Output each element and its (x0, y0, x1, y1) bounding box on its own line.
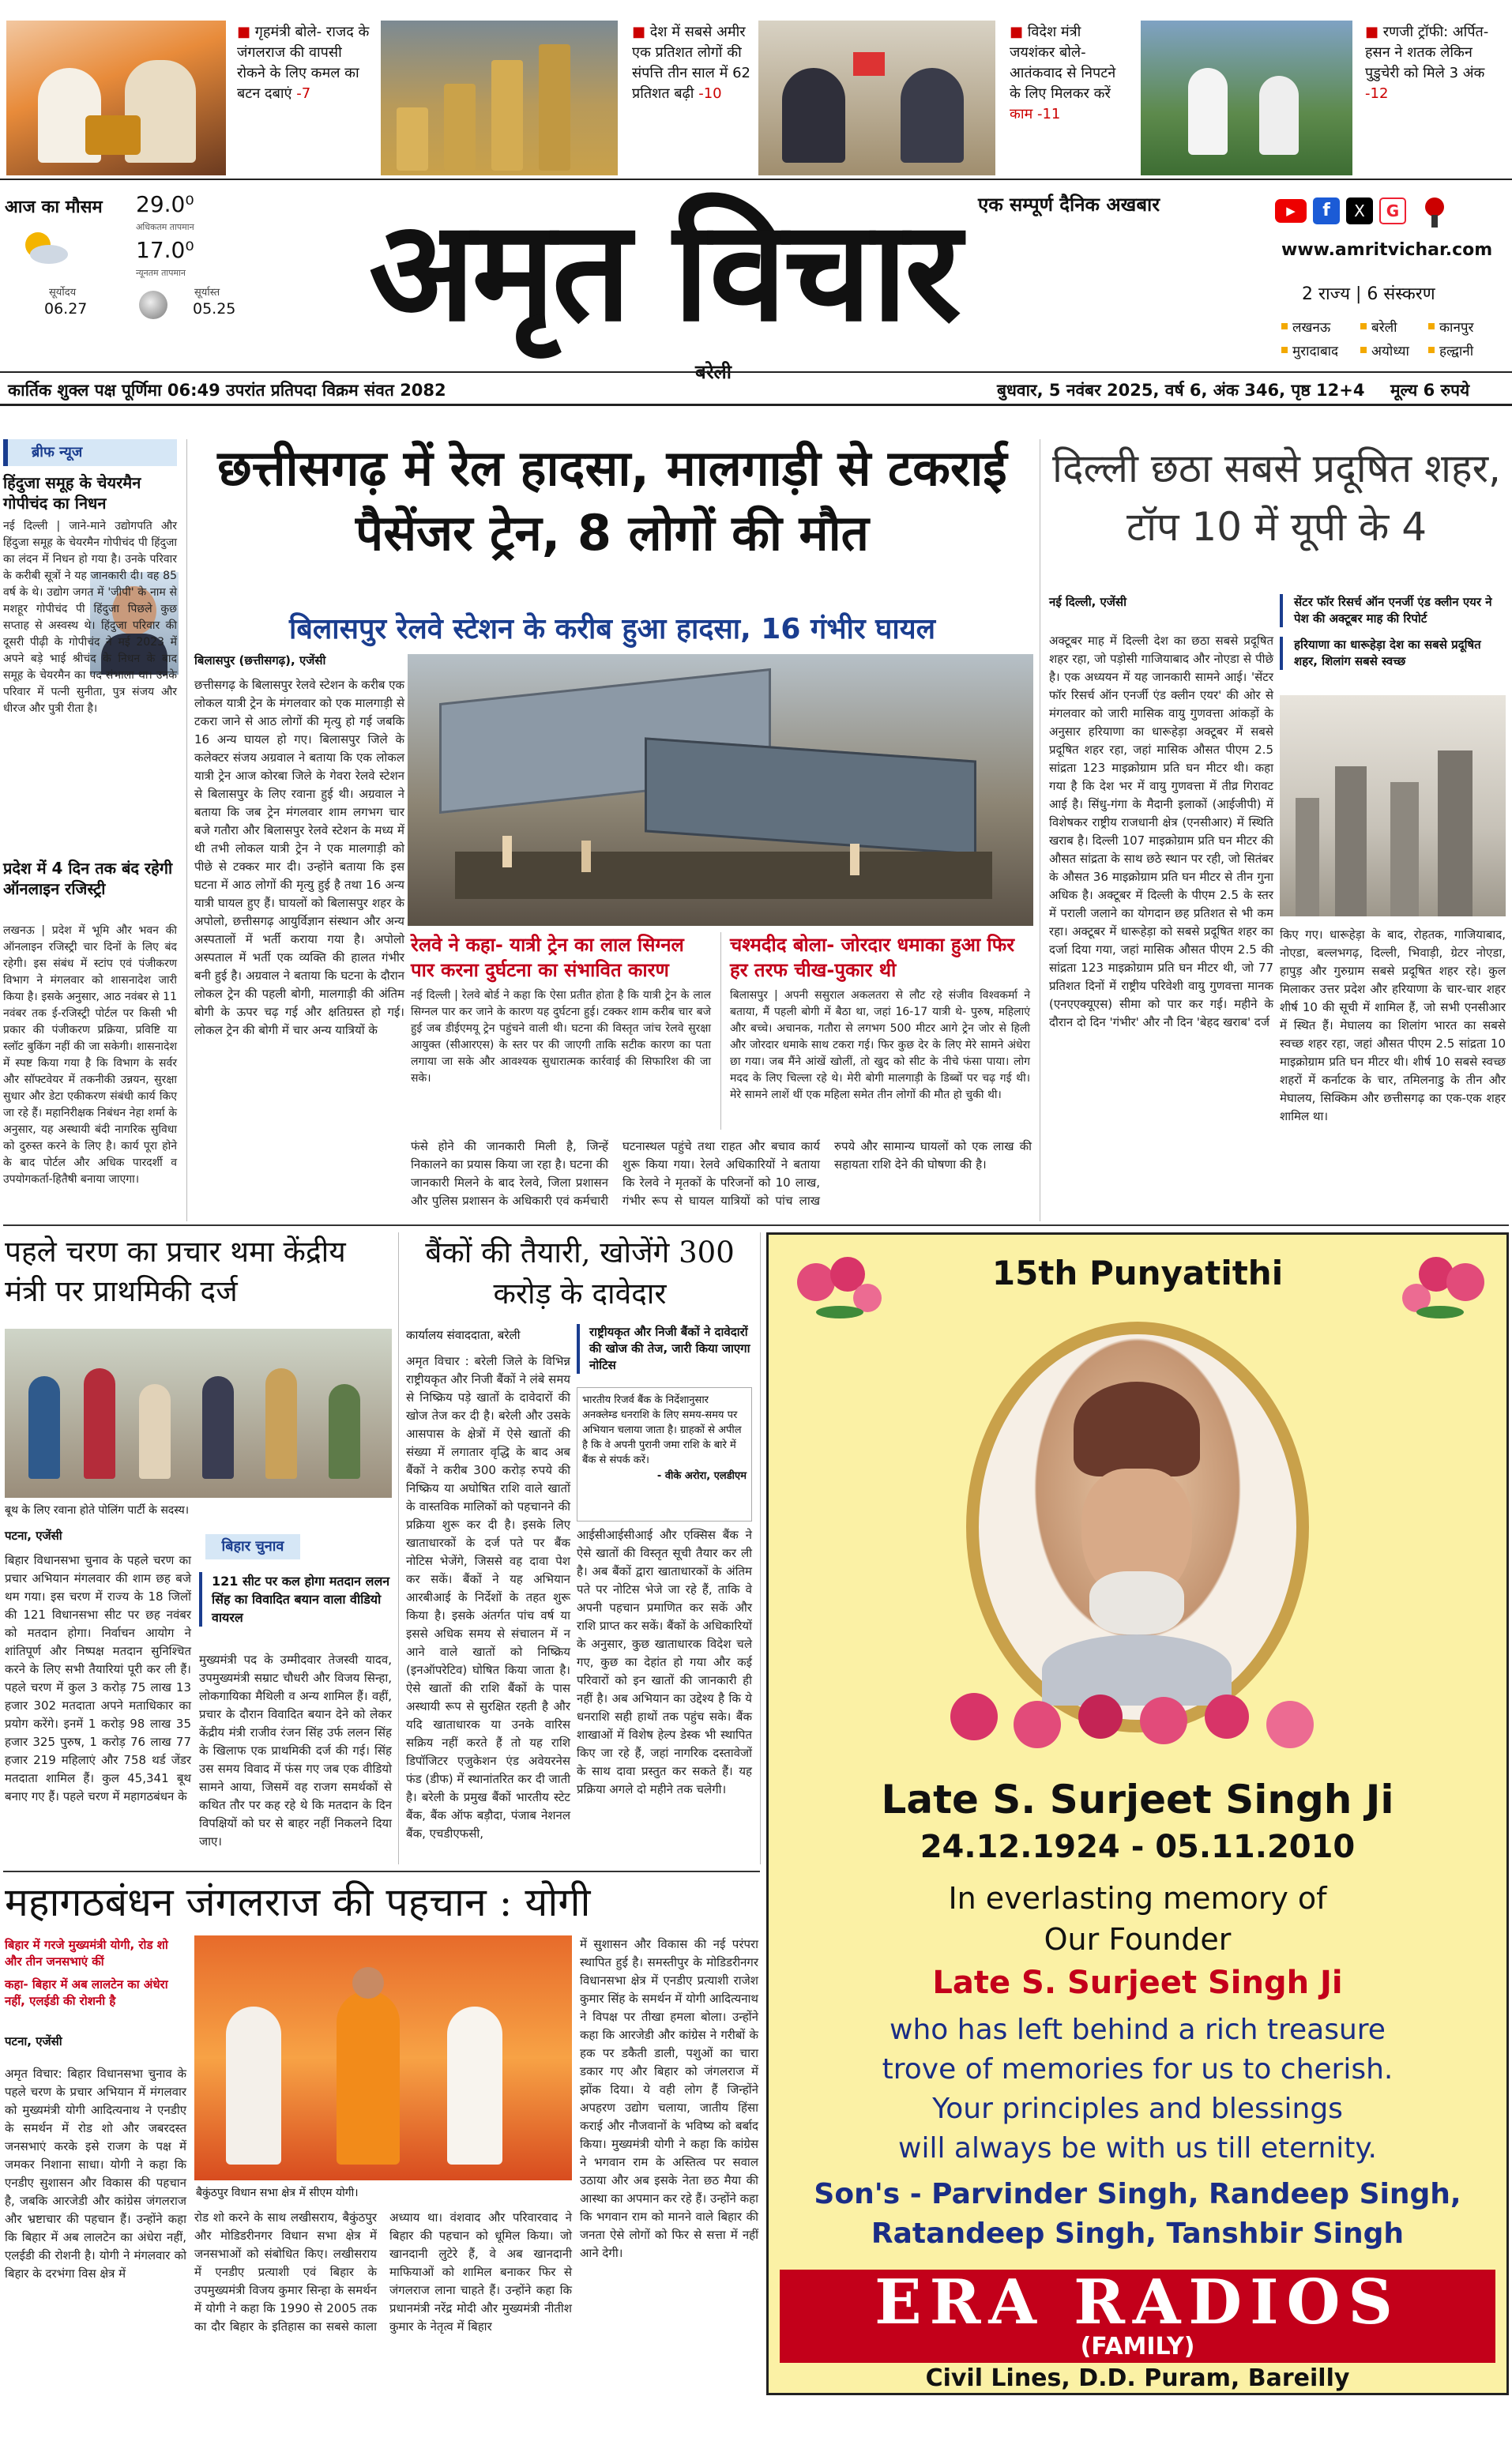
brief-text-1: नई दिल्ली | जाने-माने उद्योगपति और हिंदुजा समूह के चेयरमैन गोपीचंद पी हिंदुजा का लंदन में निधन हो गया है। उनके परिवार के करीबी सूत्रों ने यह जानकारी दी। वह 85 वर्ष के थे। उद्योग जगत में 'जीपी' के नाम से मशहूर गोपीचंद पी हिंदुजा पिछले कुछ सप्ताह से अस्वस्थ थे। हिंदुजा परिवार की दूसरी पीढ़ी के गोपीचंद ने मई 2023 में अपने बड़े भाई श्रीचंद के निधन के बाद समूह के चेयरमैन का पद संभाला था। उनके परिवार में पत्नी सुनीता, पुत्र संजय और धीरज और पुत्री रीता है। (3, 520, 177, 715)
teaser-2[interactable]: ■ देश में सबसे अमीर एक प्रतिशत लोगों की संपत्ति तीन साल में 62 प्रतिशत बढ़ी -10 (632, 22, 750, 104)
ad-dates: 24.12.1924 - 05.11.2010 (920, 1829, 1356, 1865)
rule (186, 439, 187, 1221)
rule (398, 1232, 399, 1864)
lead-body: छत्तीसगढ़ के बिलासपुर रेलवे स्टेशन के करीब एक लोकल यात्री ट्रेन के मंगलवार को एक मालगाड़ी से टकरा जाने से आठ लोगों की मृत्यु हो गई जबकि 16 अन्य घायल हो गए। बिलासपुर जिले के कलेक्टर संजय अग्रवाल ने बताया कि एक लोकल यात्री ट्रेन आज कोरबा जिले के गेवरा रेलवे स्टेशन से बिलासपुर के लिए रवाना हुई थी। अग्रवाल ने बताया कि जब ट्रेन मंगलवार शाम लगभग चार बजे गतौरा और बिलासपुर रेलवे स्टेशन के मध्य में थी तभी लोकल यात्री ट्रेन ने एक मालगाड़ी को पीछे से टक्कर मार दी। उन्होंने बताया कि इस घटना में आठ लोगों की मृत्यु हुई है तथा 16 अन्य यात्री घायल हुए हैं। घायलों को बिलासपुर शहर के अपोलो, छत्तीसगढ़ आयुर्विज्ञान संस्थान और अन्य अस्पतालों में भर्ती कराया गया है। अपोलो अस्पताल में भर्ती एक व्यक्ति की हालत गंभीर बनी हुई है। अग्रवाल ने बताया कि घटना के दौरान लोकल ट्रेन की पहली बोगी, मालगाड़ी की अंतिम बोगी के ऊपर चढ़ गई और क्षतिग्रस्त हो गई। लोकल ट्रेन की बोगी में चार अन्य यात्रियों के (194, 678, 404, 1037)
yogi-roadshow-photo (194, 1935, 572, 2180)
bihar-headline[interactable]: पहले चरण का प्रचार थमा केंद्रीय मंत्री पर प्राथमिकी दर्ज (5, 1235, 346, 1308)
edition-city[interactable]: मुरादाबाद (1292, 344, 1339, 359)
masthead-title: अमृत विचार (368, 190, 959, 352)
teaser-strip (0, 0, 1512, 180)
brief-text-2: लखनऊ | प्रदेश में भूमि और भवन की ऑनलाइन रजिस्ट्री चार दिनों के लिए बंद रहेगी। इस संबंध में स्टांप एवं पंजीकरण विभाग ने मंगलवार को शासनादेश जारी किया है। इसके अनुसार, आठ नवंबर से 11 नवंबर तक ई-रजिस्ट्री पोर्टल पर किसी भी प्रकार की पंजीकरण प्रक्रिया, प्रविष्टि या स्लॉट बुकिंग नहीं की जा सकेगी। शासनादेश में स्पष्ट किया गया है कि विभाग के सर्वर और सॉफ्टवेयर में तकनीकी उन्नयन, सुरक्षा सुधार और डेटा एकीकरण संबंधी कार्य किए जा रहे हैं। महानिरीक्षक निबंधन नेहा शर्मा के अनुसार, यह अस्थायी बंदी नागरिक सुविधा को दुरुस्त करने के लिए है। कार्य पूरा होने के बाद पोर्टल और अधिक पारदर्शी व उपयोगकर्ता-हितैषी बनाया जाएगा। (3, 924, 177, 1186)
lead-dateline: बिलासपुर (छत्तीसगढ़), एजेंसी (194, 653, 326, 668)
teaser-photo-3 (758, 21, 995, 175)
delhi-point: हरियाणा का धारूहेड़ा देश का सबसे प्रदूषित शहर, शिलांग सबसे स्वच्छ (1280, 637, 1506, 670)
teaser-strip-bottom-rule (0, 179, 1512, 180)
brief-label: ब्रीफ न्यूज (3, 439, 177, 466)
weather-max-label: अधिकतम तापमान (136, 222, 194, 232)
lead-headline[interactable]: छत्तीसगढ़ में रेल हादसा, मालगाड़ी से टकराई पैसेंजर ट्रेन, 8 लोगों की मौत (217, 439, 1007, 562)
banks-quote-box (577, 1387, 752, 1522)
bihar-body: बिहार विधानसभा चुनाव के पहले चरण का प्रचार अभियान मंगलवार की शाम छह बजे थम गया। इस चरण में राज्य के 18 जिलों की 121 विधानसभा सीट पर छह नवंबर को मतदान होगा। निर्वाचन आयोग ने शांतिपूर्ण और निष्पक्ष मतदान सुनिश्चित करने के लिए सभी तैयारियां पूरी कर ली हैं। पहले चरण में कुल 3 करोड़ 75 लाख 13 हजार 302 मतदाता अपने मताधिकार का प्रयोग करेंगे। इनमें 1 करोड़ 98 लाख 35 हजार 325 पुरुष, 1 करोड़ 76 लाख 77 हजार 219 महिलाएं और 758 थर्ड जेंडर मतदाता शामिल हैं। कुल 45,341 बूथ बनाए गए हैं। पहले चरण में महागठबंधन के (5, 1553, 191, 1804)
brief-headline-2[interactable]: प्रदेश में 4 दिन तक बंद रहेगी ऑनलाइन रजिस्ट्री (3, 859, 173, 898)
yogi-point: बिहार में गरजे मुख्यमंत्री योगी, रोड शो और तीन जनसभाएं कीं (5, 1938, 168, 1969)
polling-party-photo (5, 1329, 392, 1498)
weather-min-label: न्यूनतम तापमान (136, 268, 186, 278)
yogi-headline[interactable]: महागठबंधन जंगलराज की पहचान : योगी (5, 1879, 591, 1925)
banks-headline[interactable]: बैंकों की तैयारी, खोजेंगे 300 करोड़ के दावेदार (425, 1236, 735, 1311)
smog-photo (1280, 695, 1506, 916)
banks-point: राष्ट्रीयकृत और निजी बैंकों ने दावेदारों की खोज की तेज, जारी किया जाएगा नोटिस (577, 1324, 750, 1374)
memorial-ad[interactable] (766, 1232, 1509, 2395)
witness-box-headline[interactable]: चश्मदीद बोला- जोरदार धमाका हुआ फिर हर तरफ चीख-पुकार थी (730, 934, 1015, 981)
delhi-body-2: किए गए। धारूहेड़ा के बाद, रोहतक, गाजियाबाद, नोएडा, बल्लभगढ़, दिल्ली, भिवाड़ी, ग्रेटर नोएडा, हापुड़ और गुरुग्राम सबसे प्रदूषित शहर रहे। कुल मिलाकर उत्तर प्रदेश और हरियाणा के चार-चार शहर शीर्ष 10 की सूची में शामिल हैं, जो सभी एनसीआर में स्थित हैं। मेघालय का शिलांग भारत का सबसे स्वच्छ शहर रहा, जहां औसत पीएम 2.5 सांद्रता 10 माइक्रोग्राम प्रति घन मीटर थी। शीर्ष 10 सबसे स्वच्छ शहरों में कर्नाटक के चार, तमिलनाडु के तीन और मेघालय, सिक्किम और छत्तीसगढ़ का एक-एक शहर शामिल था। (1280, 927, 1506, 1123)
sun-cloud-icon (16, 228, 71, 267)
ad-sons-line: Son's - Parvinder Singh, Randeep Singh, (814, 2178, 1461, 2210)
bihar-dateline: पटना, एजेंसी (5, 1529, 62, 1543)
dateline-bar (0, 371, 1512, 406)
yogi-body-3: में सुशासन और विकास की नई परंपरा स्थापित हुई है। समस्तीपुर के मोडिडरीनगर विधानसभा क्षेत्र में एनडीए प्रत्याशी राजेश कुमार सिंह के समर्थन में योगी आदित्यनाथ ने विपक्ष पर तीखा हमला बोला। उन्होंने कहा कि आरजेडी और कांग्रेस ने गरीबों के हक पर डकैती डाली, पशुओं का चारा डकार गए और बिहार को जंगलराज में झोंक दिया। ये वही लोग हैं जिन्होंने अपहरण उद्योग चलाया, जातीय हिंसा कराई और नौजवानों के भविष्य को बर्बाद किया। मुख्यमंत्री योगी ने कहा कि कांग्रेस ने भगवान राम के अस्तित्व पर सवाल उठाया और अब इसके नेता छठ मैया की आस्था का अपमान कर रहे हैं। उन्होंने कहा कि भगवान राम को मानने वाले बिहार की जनता ऐसे लोगों को फिर से सत्ता में नहीं आने देगी। (580, 1937, 758, 2260)
rule (3, 1871, 760, 1872)
brand-box (780, 2266, 1495, 2363)
editions-count: 2 राज्य | 6 संस्करण (1302, 284, 1435, 304)
teaser-3[interactable]: ■ विदेश मंत्री जयशंकर बोले- आतंकवाद से निपटने के लिए मिलकर करें काम -11 (1010, 22, 1128, 125)
yogi-points (5, 1937, 186, 2010)
brief-headline-1[interactable]: हिंदुजा समूह के चेयरमैन गोपीचंद का निधन (3, 473, 141, 513)
delhi-dateline: नई दिल्ली, एजेंसी (1049, 595, 1126, 609)
train-accident-photo (408, 654, 1033, 926)
delhi-body: अक्टूबर माह में दिल्ली देश का छठा सबसे प्रदूषित शहर रहा, जो पड़ोसी गाजियाबाद और नोएडा से पीछे है। एक अध्ययन में यह जानकारी सामने आई। 'सेंटर फॉर रिसर्च ऑन एनर्जी एंड क्लीन एयर' की ओर से मंगलवार को जारी मासिक वायु गुणवत्ता आंकड़ों के अनुसार हरियाणा का धारूहेड़ा अक्टूबर में सबसे प्रदूषित शहर रहा, जहां मासिक औसत पीएम 2.5 सांद्रता 123 माइक्रोग्राम प्रति घन मीटर थी। कहा गया है कि देश भर में वायु गुणवत्ता में तीव्र गिरावट आई है। सिंधु-गंगा के मैदानी इलाकों (आईजीपी) में विशेषकर राष्ट्रीय राजधानी क्षेत्र (एनसीआर) में स्थिति खराब है। दिल्ली 107 माइक्रोग्राम प्रति घन मीटर की औसत सांद्रता के साथ छठे स्थान पर रही, जो सितंबर के औसत 36 माइक्रोग्राम प्रति घन मीटर से तीन गुना अधिक है। अक्टूबर में दिल्ली के पीएम 2.5 के स्तर में पराली जलाने का योगदान छह प्रतिशत से भी कम रहा। अक्टूबर में धारूहेड़ा को सबसे प्रदूषित शहर का दर्जा दिया गया, जहां मासिक औसत पीएम 2.5 की सांद्रता 123 माइक्रोग्राम प्रति घन मीटर थी, जो 77 प्रतिशत दिनों में राष्ट्रीय परिवेशी वायु गुणवत्ता मानक (एनएएक्यूएस) सीमा को पार कर गई। महीने के दौरान दो दिन 'गंभीर' और नौ दिन 'बेहद खराब' दर्ज (1049, 634, 1273, 1029)
website-link[interactable]: www.amritvichar.com (1281, 240, 1493, 260)
edition-city[interactable]: कानपुर (1439, 320, 1474, 336)
weather-label: आज का मौसम (5, 197, 103, 217)
yogi-body-2: रोड शो करने के साथ लखीसराय, बैकुंठपुर और मोडिडरीनगर विधान सभा क्षेत्र में जनसभाओं को संबोधित किए। लखीसराय में एनडीए प्रत्याशी एवं बिहार के उपमुख्यमंत्री विजय कुमार सिन्हा के समर्थन में योगी ने कहा कि 1990 से 2005 तक का दौर बिहार के इतिहास का सबसे काला अध्याय था। वंशवाद और परिवारवाद ने बिहार की पहचान को धूमिल किया। जो खानदानी लुटेरे हैं, वे अब खानदानी माफियाओं को शामिल बनाकर फिर से जंगलराज लाना चाहते हैं। उन्होंने कहा कि प्रधानमंत्री नरेंद्र मोदी और मुख्यमंत्री नीतीश कुमार के नेतृत्व में बिहार (194, 2210, 572, 2334)
rule (720, 932, 721, 1130)
edition-city[interactable]: हल्द्वानी (1439, 344, 1474, 359)
banks-quote-by: - वीके अरोरा, एलडीएम (656, 1470, 747, 1482)
edition-city[interactable]: बरेली (1371, 320, 1397, 336)
google-icon[interactable]: G (1379, 197, 1406, 224)
banks-dateline: कार्यालय संवाददाता, बरेली (406, 1328, 521, 1342)
panchang: कार्तिक शुक्ल पक्ष पूर्णिमा 06:49 उपरांत प्रतिपदा विक्रम संवत 2082 (8, 381, 446, 400)
bihar-point: 121 सीट पर कल होगा मतदान ललन सिंह का विवादित बयान वाला वीडियो वायरल (199, 1572, 392, 1627)
bihar-label: बिहार चुनाव (205, 1534, 300, 1559)
lead-continued: फंसे होने की जानकारी मिली है, जिन्हें निकालने का प्रयास किया जा रहा है। घटना की जानकारी मिलने के बाद रेलवे, जिला प्रशासन और पुलिस प्रशासन के अधिकारी एवं कर्मचारी घटनास्थल पहुंचे तथा राहत और बचाव कार्य शुरू किया गया। रेलवे अधिकारियों ने बताया कि रेलवे ने मृतकों के परिजनों को 10 लाख, गंभीर रूप से घायल यात्रियों को पांच लाख रुपये और सामान्य घायलों को एक लाख की सहायता राशि देने की घोषणा की है। (411, 1139, 1032, 1208)
ad-sons-line: Ratandeep Singh, Tanshbir Singh (871, 2217, 1405, 2250)
rule (760, 1232, 761, 1864)
delhi-points (1280, 594, 1506, 670)
weather-min: 17.0⁰ (136, 237, 194, 263)
ad-sons (769, 2175, 1506, 2254)
banks-body: अमृत विचार : बरेली जिले के विभिन्न राष्ट्रीयकृत और निजी बैंकों ने लंबे समय से निष्क्रिय पड़े खातों के दावेदारों की खोज तेज कर दी है। बरेली और उसके आसपास के क्षेत्रों में ऐसे खातों की संख्या में लगातार वृद्धि के बाद अब बैंकों ने करीब 300 करोड़ रुपये की निष्क्रिय या अघोषित राशि वाले खातों के वास्तविक मालिकों को पहचानने की प्रक्रिया शुरू कर दी है। इसके लिए खाताधारकों के दर्ज पते पर बैंक नोटिस भेजेंगे, जिससे वह दावा पेश कर सकें। बैंकों ने यह अभियान आरबीआई के निर्देशों के तहत शुरू किया है। इसके अंतर्गत पांच वर्ष या इससे अधिक समय से संचालन में न आने वाले खातों को निष्क्रिय (इनऑपरेटिव) घोषित किया जाता है। ऐसे खातों की राशि बैंकों के पास अस्थायी रूप से सुरक्षित रहती है और यदि खाताधारक या उनके वारिस सक्रिय नहीं करते हैं तो यह राशि डिपॉजिटर एजुकेशन एंड अवेयरनेस फंड (डीफ) में स्थानांतरित कर दी जाती है। बरेली के प्रमुख बैंकों भारतीय स्टेट बैंक, बैंक ऑफ बड़ौदा, पंजाब नेशनल बैंक, एचडीएफसी, (406, 1354, 570, 1841)
edition-city[interactable]: लखनऊ (1292, 320, 1331, 336)
ad-name-2: Late S. Surjeet Singh Ji (932, 1965, 1343, 2001)
youtube-icon[interactable]: ▶ (1275, 199, 1307, 223)
bihar-body-2: मुख्यमंत्री पद के उम्मीदवार तेजस्वी यादव, उपमुख्यमंत्री सम्राट चौधरी और विजय सिन्हा, लोकगायिका मैथिली व अन्य शामिल हैं। वहीं, प्रचार के दौरान विवादित बयान देने को लेकर केंद्रीय मंत्री राजीव रंजन सिंह उर्फ ललन सिंह के खिलाफ एक प्राथमिकी दर्ज की गई। सिंह उस समय विवाद में फंस गए जब एक वीडियो सामने आया, जिसमें वह राजग समर्थकों से कथित तौर पर कह रहे थे कि मतदान के दिन विपक्षियों को घर से बाहर नहीं निकलने दिया जाए। (199, 1653, 392, 1849)
brief-news (3, 439, 182, 1229)
railway-box-headline[interactable]: रेलवे ने कहा- यात्री ट्रेन का लाल सिग्नल पार करना दुर्घटना का संभावित कारण (411, 934, 684, 981)
railway-box-text: नई दिल्ली | रेलवे बोर्ड ने कहा कि ऐसा प्रतीत होता है कि यात्री ट्रेन के लाल सिग्नल पार कर जाने के कारण यह दुर्घटना हुई। टक्कर शाम करीब चार बजे हुई जब डीईएमयू ट्रेन पहुंचने वाली थी। घटना की विस्तृत जांच रेलवे सुरक्षा आयुक्त (सीआरएस) के स्तर पर की जाएगी ताकि सटीक कारण का पता लगाया जा सके और आवश्यक सुधारात्मक कार्रवाई की सिफारिश की जा सके। (411, 989, 711, 1085)
facebook-icon[interactable]: f (1313, 197, 1340, 224)
rule (3, 1224, 1509, 1226)
ad-line-1: In everlasting memory of (948, 1881, 1327, 1916)
ad-message-line: who has left behind a rich treasure (890, 2014, 1386, 2046)
issue-date: बुधवार, 5 नवंबर 2025, वर्ष 6, अंक 346, पृष्ठ 12+4 (997, 381, 1365, 400)
rose-icon (792, 1251, 887, 1322)
delhi-headline[interactable]: दिल्ली छठा सबसे प्रदूषित शहर, टॉप 10 में यूपी के 4 (1052, 446, 1501, 550)
weather-box (5, 188, 250, 330)
sunset-time: 05.25 (193, 300, 236, 318)
x-icon[interactable]: X (1346, 197, 1373, 224)
brand-sub: (FAMILY) (1080, 2333, 1195, 2360)
teaser-4[interactable]: ■ रणजी ट्रॉफी: अर्पित-हसन ने शतक लेकिन पुडुचेरी को मिले 3 अंक -12 (1365, 22, 1507, 104)
teaser-photo-1 (6, 21, 226, 175)
weather-max: 29.0⁰ (136, 191, 194, 217)
edition-city[interactable]: अयोध्या (1371, 344, 1409, 359)
ad-title: 15th Punyatithi (991, 1254, 1284, 1292)
banks-body-2: आईसीआईसीआई और एक्सिस बैंक ने ऐसे खातों की विस्तृत सूची तैयार कर ली है। अब बैंकों द्वारा खाताधारकों के अंतिम पते पर नोटिस भेजे जा रहे हैं, ताकि वे अपनी पहचान प्रमाणित कर सकें और राशि प्राप्त कर सकें। बैंकों के अधिकारियों के अनुसार, कुछ खाताधारक विदेश चले गए, कुछ का देहांत हो गया और कई परिवारों को इन खातों की जानकारी ही नहीं है। अब अभियान का उद्देश्य है कि ये धनराशि सही हाथों तक पहुंच सके। बैंक शाखाओं में विशेष हेल्प डेस्क भी स्थापित किए जा रहे हैं, जहां नागरिक दस्तावेजों के साथ दावा प्रस्तुत कर सकते हैं। यह प्रक्रिया अगले दो महीने तक चलेगी। (577, 1528, 752, 1796)
ad-line-2: Our Founder (1044, 1922, 1232, 1957)
rose-garland-icon (927, 1677, 1348, 1756)
banks-quote: भारतीय रिजर्व बैंक के निर्देशानुसार अनक्लेम्ड धनराशि के लिए समय-समय पर अभियान चलाया जाता है। ग्राहकों से अपील है कि वे अपनी पुरानी जमा राशि के बारे में बैंक से संपर्क करें। (582, 1394, 742, 1466)
rose-icon (1393, 1251, 1488, 1322)
ad-message-line: Your principles and blessings (932, 2093, 1343, 2125)
mic-icon[interactable] (1416, 194, 1454, 229)
sunrise-label: सूर्योदय (49, 287, 77, 299)
sunset-label: सूर्यास्त (194, 287, 220, 299)
teaser-photo-4 (1141, 21, 1352, 175)
yogi-caption: बैकुंठपुर विधान सभा क्षेत्र में सीएम योगी। (196, 2187, 359, 2199)
ad-message (769, 2011, 1506, 2169)
price: मूल्य 6 रुपये (1390, 381, 1470, 400)
delhi-point: सेंटर फॉर रिसर्च ऑन एनर्जी एंड क्लीन एयर ने पेश की अक्टूबर माह की रिपोर्ट (1280, 594, 1506, 627)
ad-message-line: trove of memories for us to cherish. (882, 2053, 1394, 2086)
yogi-point: कहा- बिहार में अब लालटेन का अंधेरा नहीं, एलईडी की रोशनी है (5, 1977, 168, 2008)
teaser-photo-2 (381, 21, 618, 175)
yogi-dateline: पटना, एजेंसी (5, 2034, 62, 2048)
teaser-1[interactable]: ■ गृहमंत्री बोले- राजद के जंगलराज की वापसी रोकने के लिए कमल का बटन दबाएं -7 (237, 22, 371, 104)
portrait-frame (966, 1322, 1309, 1732)
brand-name: ERA RADIOS (874, 2266, 1401, 2338)
yogi-body: अमृत विचार: बिहार विधानसभा चुनाव के पहले चरण के प्रचार अभियान में मंगलवार को मुख्यमंत्री योगी आदित्यनाथ ने एनडीए के समर्थन में रोड शो और जबरदस्त जनसभाएं करके इसे राजग के पक्ष में जमकर निशाना साधा। योगी ने कहा कि एनडीए सुशासन और विकास की पहचान है, जबकि आरजेडी और कांग्रेस जंगलराज और भ्रष्टाचार की पहचान हैं। उन्होंने कहा कि बिहार में अब लालटेन का अंधेरा नहीं, एलईडी की रोशनी है। योगी ने मंगलवार को बिहार के दरभंगा विस क्षेत्र में (5, 2067, 186, 2281)
ad-address: Civil Lines, D.D. Puram, Bareilly (925, 2364, 1350, 2392)
witness-box-text: बिलासपुर | अपनी ससुराल अकलतरा से लौट रहे संजीव विश्वकर्मा ने बताया, मैं पहली बोगी में बैठा था, जहां 16-17 यात्री थे- पुरुष, महिलाएं और बच्चे। अचानक, गतौरा से लगभग 500 मीटर आगे ट्रेन जोर से हिली और जोरदार धमाके साथ टकरा गई। फिर कुछ देर के लिए मेरे सामने अंधेरा छा गया। जब मैंने आंखें खोलीं, तो खुद को सीट के नीचे फंसा पाया। लोग मदद के लिए चिल्ला रहे थे। मेरी बोगी मालगाड़ी के डिब्बों पर चढ़ गई थी। मेरे सामने लाशें थीं एक महिला समेत तीन लोगों की मौत हो चुकी थी। (730, 989, 1030, 1101)
ad-message-line: will always be with us till eternity. (898, 2132, 1377, 2165)
ad-name: Late S. Surjeet Singh Ji (881, 1777, 1394, 1822)
sunrise-time: 06.27 (44, 300, 88, 318)
masthead-city: बरेली (695, 361, 732, 383)
moon-icon (139, 291, 167, 319)
photo-caption: बूथ के लिए रवाना होते पोलिंग पार्टी के सदस्य। (5, 1504, 190, 1517)
lead-subhead: बिलासपुर रेलवे स्टेशन के करीब हुआ हादसा, 16 गंभीर घायल (289, 613, 935, 645)
tagline: एक सम्पूर्ण दैनिक अखबार (978, 194, 1160, 216)
social-icons (1275, 194, 1465, 229)
